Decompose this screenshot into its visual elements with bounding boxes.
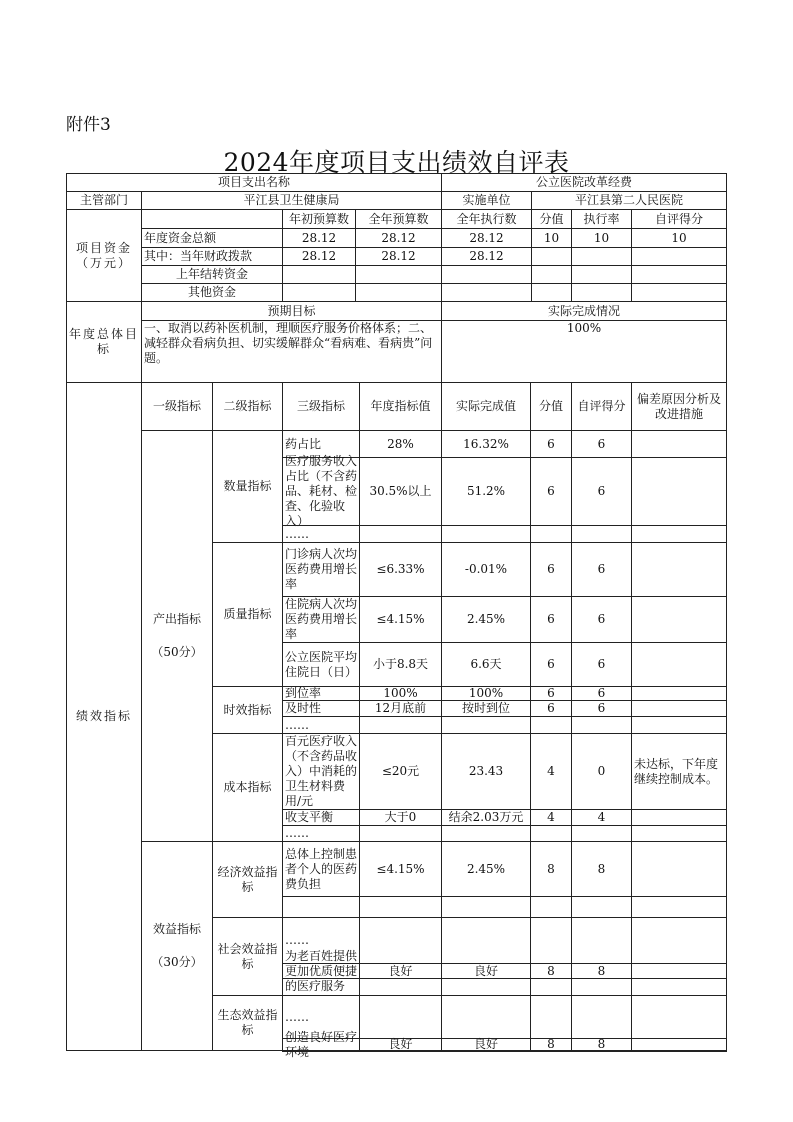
level3-indicator: 总体上控制患者个人的医药费负担 — [282, 841, 360, 897]
actual-result-header: 实际完成情况 — [441, 301, 727, 321]
actual-value: 良好 — [441, 1038, 531, 1051]
level3-indicator: 到位率 — [282, 686, 360, 701]
level1-name: 效益指标 — [152, 922, 201, 936]
level3-indicator: 创造良好医疗环境 — [282, 1038, 360, 1051]
funds-cell — [571, 283, 632, 302]
deviation-analysis — [631, 596, 727, 643]
self-score: 6 — [571, 430, 632, 458]
project-name-value: 公立医院改革经费 — [441, 173, 727, 192]
annual-target: ≤6.33% — [359, 542, 442, 597]
performance-header-4: 实际完成值 — [441, 382, 531, 431]
funds-row-label: 其他资金 — [141, 283, 283, 302]
score-weight — [530, 896, 572, 918]
level2-indicator: 数量指标 — [212, 430, 283, 543]
score-weight — [530, 1050, 572, 1052]
performance-header-7: 偏差原因分析及改进措施 — [631, 382, 727, 431]
self-score — [571, 995, 632, 1039]
funds-header-3: 分值 — [531, 209, 572, 229]
annual-target: 良好 — [359, 1038, 442, 1051]
level3-indicator: …… — [282, 525, 360, 543]
funds-header-0: 年初预算数 — [282, 209, 356, 229]
level3-indicator: 住院病人次均医药费用增长率 — [282, 596, 360, 643]
annual-target: ≤4.15% — [359, 596, 442, 643]
level2-indicator: 质量指标 — [212, 542, 283, 687]
actual-value: 良好 — [441, 963, 531, 979]
actual-value: 6.6天 — [441, 642, 531, 687]
score-weight: 6 — [530, 686, 572, 701]
score-weight: 6 — [530, 542, 572, 597]
actual-value — [441, 716, 531, 734]
funds-cell: 28.12 — [282, 228, 356, 248]
annual-target: ≤20元 — [359, 733, 442, 810]
deviation-analysis — [631, 917, 727, 964]
annual-target — [359, 525, 442, 543]
annual-target: 100% — [359, 686, 442, 701]
funds-header-2: 全年执行数 — [441, 209, 532, 229]
annual-target — [359, 716, 442, 734]
self-score: 0 — [571, 733, 632, 810]
level2-indicator: 时效指标 — [212, 686, 283, 734]
score-weight — [530, 716, 572, 734]
funds-cell — [631, 247, 727, 266]
level3-indicator: …… — [282, 917, 360, 964]
funds-header-blank — [141, 209, 283, 229]
funds-cell: 10 — [571, 228, 632, 248]
actual-value: 结余2.03万元 — [441, 809, 531, 826]
actual-result-text: 100% — [441, 320, 727, 383]
score-weight: 6 — [530, 430, 572, 458]
deviation-analysis — [631, 978, 727, 996]
deviation-analysis — [631, 525, 727, 543]
level1-points: （30分） — [151, 955, 203, 969]
project-name-label: 项目支出名称 — [66, 173, 442, 192]
level1-points: （50分） — [151, 645, 203, 659]
funds-cell: 28.12 — [355, 247, 442, 266]
score-weight: 6 — [530, 700, 572, 717]
deviation-analysis — [631, 430, 727, 458]
expected-goal-header: 预期目标 — [141, 301, 442, 321]
self-score: 6 — [571, 700, 632, 717]
annual-target: 30.5%以上 — [359, 457, 442, 526]
performance-section-label: 绩效指标 — [66, 382, 142, 1051]
actual-value: 51.2% — [441, 457, 531, 526]
score-weight: 4 — [530, 733, 572, 810]
funds-cell: 28.12 — [355, 228, 442, 248]
unit-value: 平江县第二人民医院 — [531, 191, 727, 210]
funds-cell: 10 — [531, 228, 572, 248]
self-score: 6 — [571, 596, 632, 643]
performance-header-2: 三级指标 — [282, 382, 360, 431]
level2-indicator: 经济效益指标 — [212, 841, 283, 918]
deviation-analysis — [631, 642, 727, 687]
annual-target — [359, 825, 442, 842]
funds-cell — [571, 265, 632, 284]
actual-value: 16.32% — [441, 430, 531, 458]
annual-target: 小于8.8天 — [359, 642, 442, 687]
level2-indicator: 成本指标 — [212, 733, 283, 842]
funds-row-label: 其中：当年财政拨款 — [141, 247, 283, 266]
level2-indicator: 社会效益指标 — [212, 917, 283, 996]
funds-section-label: 项目资金（万元） — [66, 209, 142, 302]
funds-header-1: 全年预算数 — [355, 209, 442, 229]
funds-cell — [571, 247, 632, 266]
performance-header-3: 年度指标值 — [359, 382, 442, 431]
annual-target: 良好 — [359, 963, 442, 979]
self-score: 6 — [571, 542, 632, 597]
funds-cell — [282, 283, 356, 302]
score-weight: 8 — [530, 841, 572, 897]
level3-indicator: 公立医院平均住院日（日） — [282, 642, 360, 687]
actual-value — [441, 995, 531, 1039]
self-score: 6 — [571, 686, 632, 701]
funds-row-label: 上年结转资金 — [141, 265, 283, 284]
score-weight: 6 — [530, 457, 572, 526]
funds-cell — [355, 283, 442, 302]
level3-indicator: 收支平衡 — [282, 809, 360, 826]
funds-cell: 28.12 — [441, 228, 532, 248]
funds-cell — [355, 265, 442, 284]
score-weight — [530, 825, 572, 842]
self-score: 8 — [571, 1038, 632, 1051]
annual-target — [359, 995, 442, 1039]
level3-indicator: 百元医疗收入（不含药品收入）中消耗的卫生材料费用/元 — [282, 733, 360, 810]
actual-value — [441, 917, 531, 964]
score-weight — [530, 525, 572, 543]
actual-value — [441, 978, 531, 996]
self-score — [571, 825, 632, 842]
funds-cell — [441, 265, 532, 284]
deviation-analysis — [631, 963, 727, 979]
level3-indicator: 医疗服务收入占比（不含药品、耗材、检查、化验收入） — [282, 457, 360, 526]
self-score — [571, 525, 632, 543]
self-score: 6 — [571, 642, 632, 687]
attachment-label: 附件3 — [66, 115, 111, 135]
deviation-analysis — [631, 1050, 727, 1052]
self-score — [571, 896, 632, 918]
dept-label: 主管部门 — [66, 191, 142, 210]
deviation-analysis — [631, 457, 727, 526]
funds-cell: 28.12 — [282, 247, 356, 266]
funds-cell — [441, 283, 532, 302]
annual-target: 大于0 — [359, 809, 442, 826]
deviation-analysis — [631, 686, 727, 701]
deviation-analysis — [631, 809, 727, 826]
funds-header-4: 执行率 — [571, 209, 632, 229]
level3-indicator — [282, 978, 360, 996]
funds-cell: 28.12 — [441, 247, 532, 266]
self-score: 8 — [571, 841, 632, 897]
actual-value — [441, 525, 531, 543]
deviation-analysis — [631, 716, 727, 734]
level3-indicator: 及时性 — [282, 700, 360, 717]
page-title: 2024年度项目支出绩效自评表 — [223, 148, 570, 177]
performance-header-6: 自评得分 — [571, 382, 632, 431]
score-weight: 4 — [530, 809, 572, 826]
self-score: 4 — [571, 809, 632, 826]
actual-value — [441, 825, 531, 842]
level3-indicator: 为老百姓提供更加优质便捷的医疗服务 — [282, 963, 360, 979]
self-score: 8 — [571, 963, 632, 979]
level1-indicator — [141, 841, 213, 1051]
funds-cell — [631, 265, 727, 284]
deviation-analysis — [631, 896, 727, 918]
level3-indicator: …… — [282, 716, 360, 734]
self-score — [571, 716, 632, 734]
actual-value: 2.45% — [441, 841, 531, 897]
annual-target: ≤4.15% — [359, 841, 442, 897]
score-weight — [530, 978, 572, 996]
annual-target — [359, 978, 442, 996]
actual-value: 100% — [441, 686, 531, 701]
score-weight — [530, 917, 572, 964]
deviation-analysis — [631, 825, 727, 842]
goals-section-label: 年度总体目标 — [66, 301, 142, 383]
funds-cell — [531, 247, 572, 266]
actual-value: 2.45% — [441, 596, 531, 643]
funds-cell: 10 — [631, 228, 727, 248]
actual-value — [441, 1050, 531, 1052]
funds-header-5: 自评得分 — [631, 209, 727, 229]
actual-value — [441, 896, 531, 918]
level1-indicator — [141, 430, 213, 842]
actual-value: 按时到位 — [441, 700, 531, 717]
performance-header-0: 一级指标 — [141, 382, 213, 431]
level3-indicator: 门诊病人次均医药费用增长率 — [282, 542, 360, 597]
score-weight: 6 — [530, 642, 572, 687]
level3-indicator — [282, 1050, 360, 1052]
level1-name: 产出指标 — [152, 612, 201, 626]
performance-header-1: 二级指标 — [212, 382, 283, 431]
level3-indicator: …… — [282, 995, 360, 1039]
annual-target — [359, 917, 442, 964]
annual-target — [359, 1050, 442, 1052]
dept-value: 平江县卫生健康局 — [141, 191, 442, 210]
annual-target: 28% — [359, 430, 442, 458]
deviation-analysis: 未达标，下年度继续控制成本。 — [631, 733, 727, 810]
self-score — [571, 978, 632, 996]
funds-cell — [282, 265, 356, 284]
funds-cell — [531, 265, 572, 284]
deviation-analysis — [631, 841, 727, 897]
unit-label: 实施单位 — [441, 191, 532, 210]
self-score: 6 — [571, 457, 632, 526]
score-weight: 6 — [530, 596, 572, 643]
self-score — [571, 917, 632, 964]
level3-indicator: 药占比 — [282, 430, 360, 458]
actual-value: 23.43 — [441, 733, 531, 810]
funds-cell — [531, 283, 572, 302]
deviation-analysis — [631, 995, 727, 1039]
annual-target — [359, 896, 442, 918]
level3-indicator: …… — [282, 825, 360, 842]
actual-value: -0.01% — [441, 542, 531, 597]
score-weight: 8 — [530, 963, 572, 979]
level3-indicator — [282, 896, 360, 918]
funds-cell — [631, 283, 727, 302]
deviation-analysis — [631, 542, 727, 597]
score-weight — [530, 995, 572, 1039]
score-weight: 8 — [530, 1038, 572, 1051]
deviation-analysis — [631, 700, 727, 717]
level2-indicator: 生态效益指标 — [212, 995, 283, 1051]
funds-row-label: 年度资金总额 — [141, 228, 283, 248]
expected-goal-text: 一、取消以药补医机制，理顺医疗服务价格体系；二、减轻群众看病负担、切实缓解群众“看病难、看病贵”问题。 — [141, 320, 442, 383]
performance-header-5: 分值 — [530, 382, 572, 431]
self-score — [571, 1050, 632, 1052]
annual-target: 12月底前 — [359, 700, 442, 717]
